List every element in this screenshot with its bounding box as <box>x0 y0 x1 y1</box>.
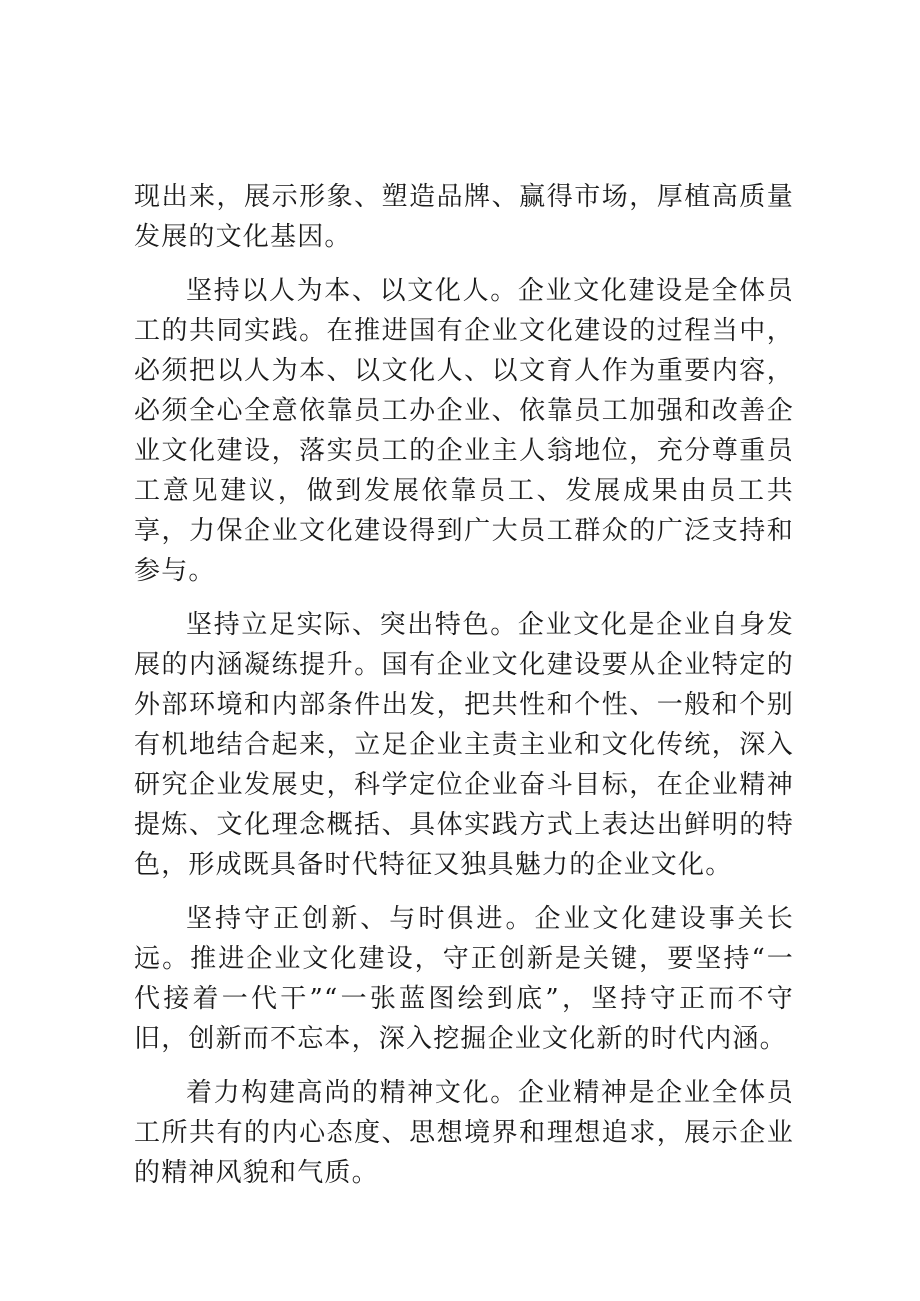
paragraph-continuation: 现出来，展示形象、塑造品牌、赢得市场，厚植高质量发展的文化基因。 <box>134 182 794 252</box>
document-body <box>134 177 794 1207</box>
paragraph-innovation: 坚持守正创新、与时俱进。企业文化建设事关长远。推进企业文化建设，守正创新是关键，要坚持“一代接着一代干”“一张蓝图绘到底”，坚持守正而不守旧，创新而不忘本，深入挖掘企业文化新的时代内涵。 <box>134 904 794 1054</box>
paragraph-local-reality: 坚持立足实际、突出特色。企业文化是企业自身发展的内涵凝练提升。国有企业文化建设要从企业特定的外部环境和内部条件出发，把共性和个性、一般和个别有机地结合起来，立足企业主责主业和文化传统，深入研究企业发展史，科学定位企业奋斗目标，在企业精神提炼、文化理念概括、具体实践方式上表达出鲜明的特色，形成既具备时代特征又独具魅力的企业文化。 <box>134 610 794 880</box>
paragraph-spiritual-culture: 着力构建高尚的精神文化。企业精神是企业全体员工所共有的内心态度、思想境界和理想追求，展示企业的精神风貌和气质。 <box>134 1078 794 1188</box>
paragraph-people-oriented: 坚持以人为本、以文化人。企业文化建设是全体员工的共同实践。在推进国有企业文化建设的过程当中，必须把以人为本、以文化人、以文育人作为重要内容，必须全心全意依靠员工办企业、依靠员工加强和改善企业文化建设，落实员工的企业主人翁地位，充分尊重员工意见建议，做到发展依靠员工、发展成果由员工共享，力保企业文化建设得到广大员工群众的广泛支持和参与。 <box>134 276 794 586</box>
